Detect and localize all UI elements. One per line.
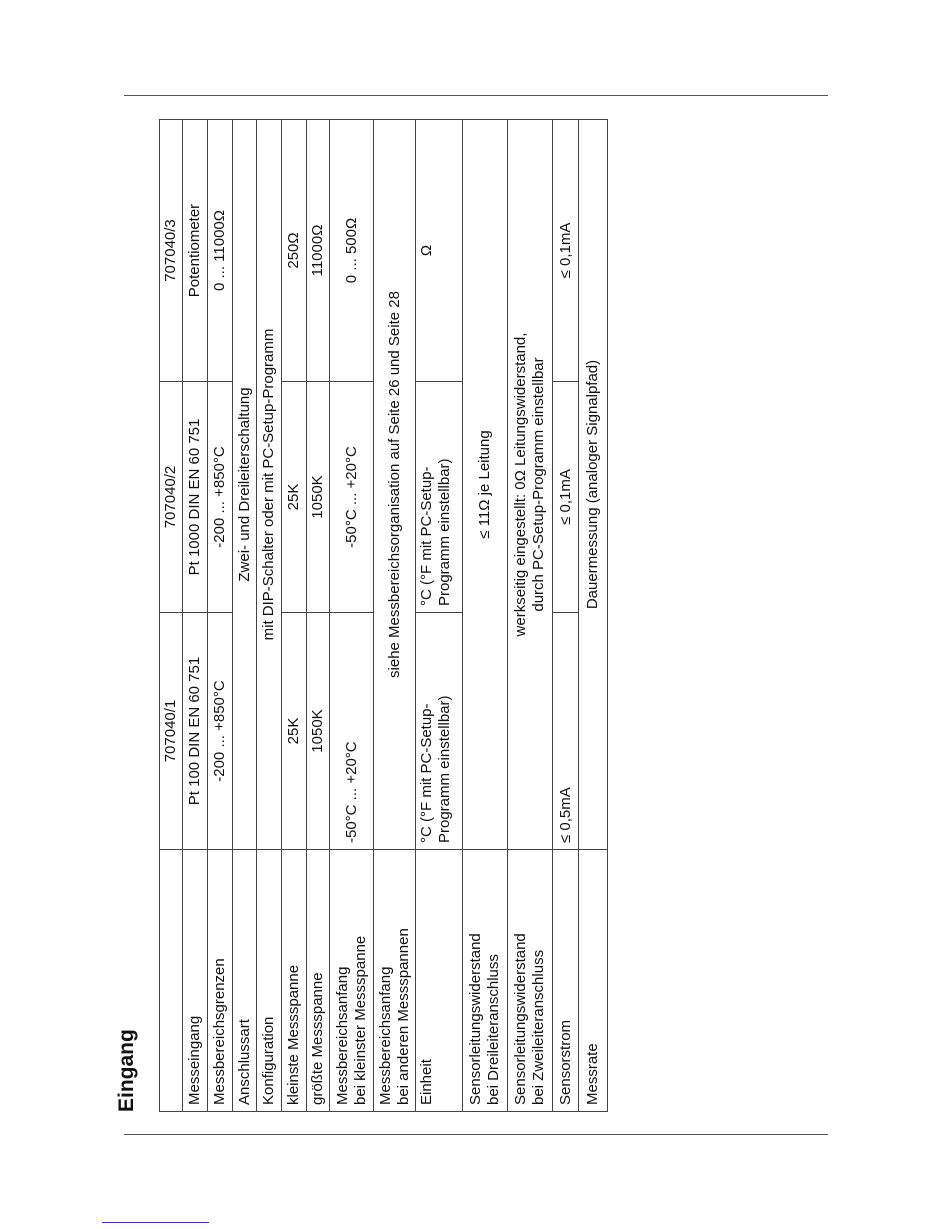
row-label-line: Sensorleitungswiderstand: [512, 933, 529, 1105]
table-cell: 1050K: [307, 382, 330, 613]
table-row: [208, 120, 233, 1112]
table-cell: -50°C ... +20°C: [330, 613, 374, 850]
header-cell-empty: [160, 850, 183, 1112]
header-cell: 707040/1: [160, 613, 183, 850]
table-cell-span: ≤ 11Ω je Leitung: [463, 120, 508, 850]
table-row: [233, 120, 257, 1112]
cell-line: werkseitig eingestellt: 0Ω Leitungswiderstand,: [512, 332, 529, 637]
table-row: [579, 120, 608, 1112]
row-label: [330, 850, 374, 1112]
cell-line: Programm einstellbar): [436, 695, 453, 843]
table-cell: [416, 613, 463, 850]
table-row: [463, 120, 508, 1112]
table-cell: 1050K: [307, 613, 330, 850]
row-label: Messeingang: [183, 850, 208, 1112]
footer-rule: [124, 1134, 828, 1135]
row-label: Anschlussart: [233, 850, 257, 1112]
table-cell-span: [508, 120, 553, 850]
table-cell-span: mit DIP-Schalter oder mit PC-Setup-Programm: [257, 120, 282, 850]
row-label: größte Messspanne: [307, 850, 330, 1112]
table-row: [183, 120, 208, 1112]
cell-line: °C (°F mit PC-Setup-: [418, 466, 435, 606]
row-label-line: bei Zweileiteranschluss: [530, 949, 547, 1105]
table-cell-span: Zwei- und Dreileiterschaltung: [233, 120, 257, 850]
row-label-line: Sensorleitungswiderstand: [467, 933, 484, 1105]
row-label: [463, 850, 508, 1112]
table-cell: Pt 100 DIN EN 60 751: [183, 613, 208, 850]
table-cell: ≤ 0,1mA: [553, 382, 579, 613]
header-cell: 707040/2: [160, 382, 183, 613]
table-cell: [416, 382, 463, 613]
table-row: [257, 120, 282, 1112]
table-header-row: [160, 120, 183, 1112]
spec-table: [159, 119, 608, 1112]
header-rule: [124, 95, 828, 96]
table-row: [307, 120, 330, 1112]
table-row: [508, 120, 553, 1112]
table-row: [416, 120, 463, 1112]
row-label: kleinste Messspanne: [282, 850, 307, 1112]
row-label: Sensorstrom: [553, 850, 579, 1112]
table-cell: -50°C ... +20°C: [330, 382, 374, 613]
table-cell: 250Ω: [282, 120, 307, 382]
row-label: Konfiguration: [257, 850, 282, 1112]
table-cell: ≤ 0,5mA: [553, 613, 579, 850]
cell-line: Programm einstellbar): [436, 458, 453, 606]
row-label: Einheit: [416, 850, 463, 1112]
table-cell: 25K: [282, 613, 307, 850]
row-label: [374, 850, 416, 1112]
row-label-line: bei kleinster Messspanne: [351, 935, 369, 1105]
row-label: [508, 850, 553, 1112]
cell-line: °C (°F mit PC-Setup-: [418, 703, 435, 843]
table-cell: ≤ 0,1mA: [553, 120, 579, 382]
header-cell: 707040/3: [160, 120, 183, 382]
table-row: [282, 120, 307, 1112]
row-label-line: Messbereichsanfang: [333, 966, 351, 1105]
table-cell: 11000Ω: [307, 120, 330, 382]
table-cell: Pt 1000 DIN EN 60 751: [183, 382, 208, 613]
table-cell: 25K: [282, 382, 307, 613]
rotated-spec-table: [159, 120, 607, 1112]
table-cell: Potentiometer: [183, 120, 208, 382]
table-cell: -200 ... +850°C: [208, 382, 233, 613]
table-cell: 0 ... 11000Ω: [208, 120, 233, 382]
table-cell: Ω: [416, 120, 463, 382]
row-label: Messrate: [579, 850, 608, 1112]
row-label: Messbereichsgrenzen: [208, 850, 233, 1112]
section-heading: Eingang: [115, 1029, 138, 1112]
row-label-line: Messbereichsanfang: [376, 966, 394, 1105]
table-row: [330, 120, 374, 1112]
table-row: [553, 120, 579, 1112]
table-cell-span: Dauermessung (analoger Signalpfad): [579, 120, 608, 850]
row-label-line: bei Dreileiteranschluss: [485, 954, 502, 1105]
table-cell-span: siehe Messbereichsorganisation auf Seite 26 und Seite 28: [374, 120, 416, 850]
table-row: [374, 120, 416, 1112]
table-cell: 0 ... 500Ω: [330, 120, 374, 382]
table-cell: -200 ... +850°C: [208, 613, 233, 850]
cell-line: durch PC-Setup-Programm einstellbar: [530, 357, 547, 612]
row-label-line: bei anderen Messspannen: [394, 928, 412, 1105]
footnote-link-underline: [102, 1222, 209, 1223]
